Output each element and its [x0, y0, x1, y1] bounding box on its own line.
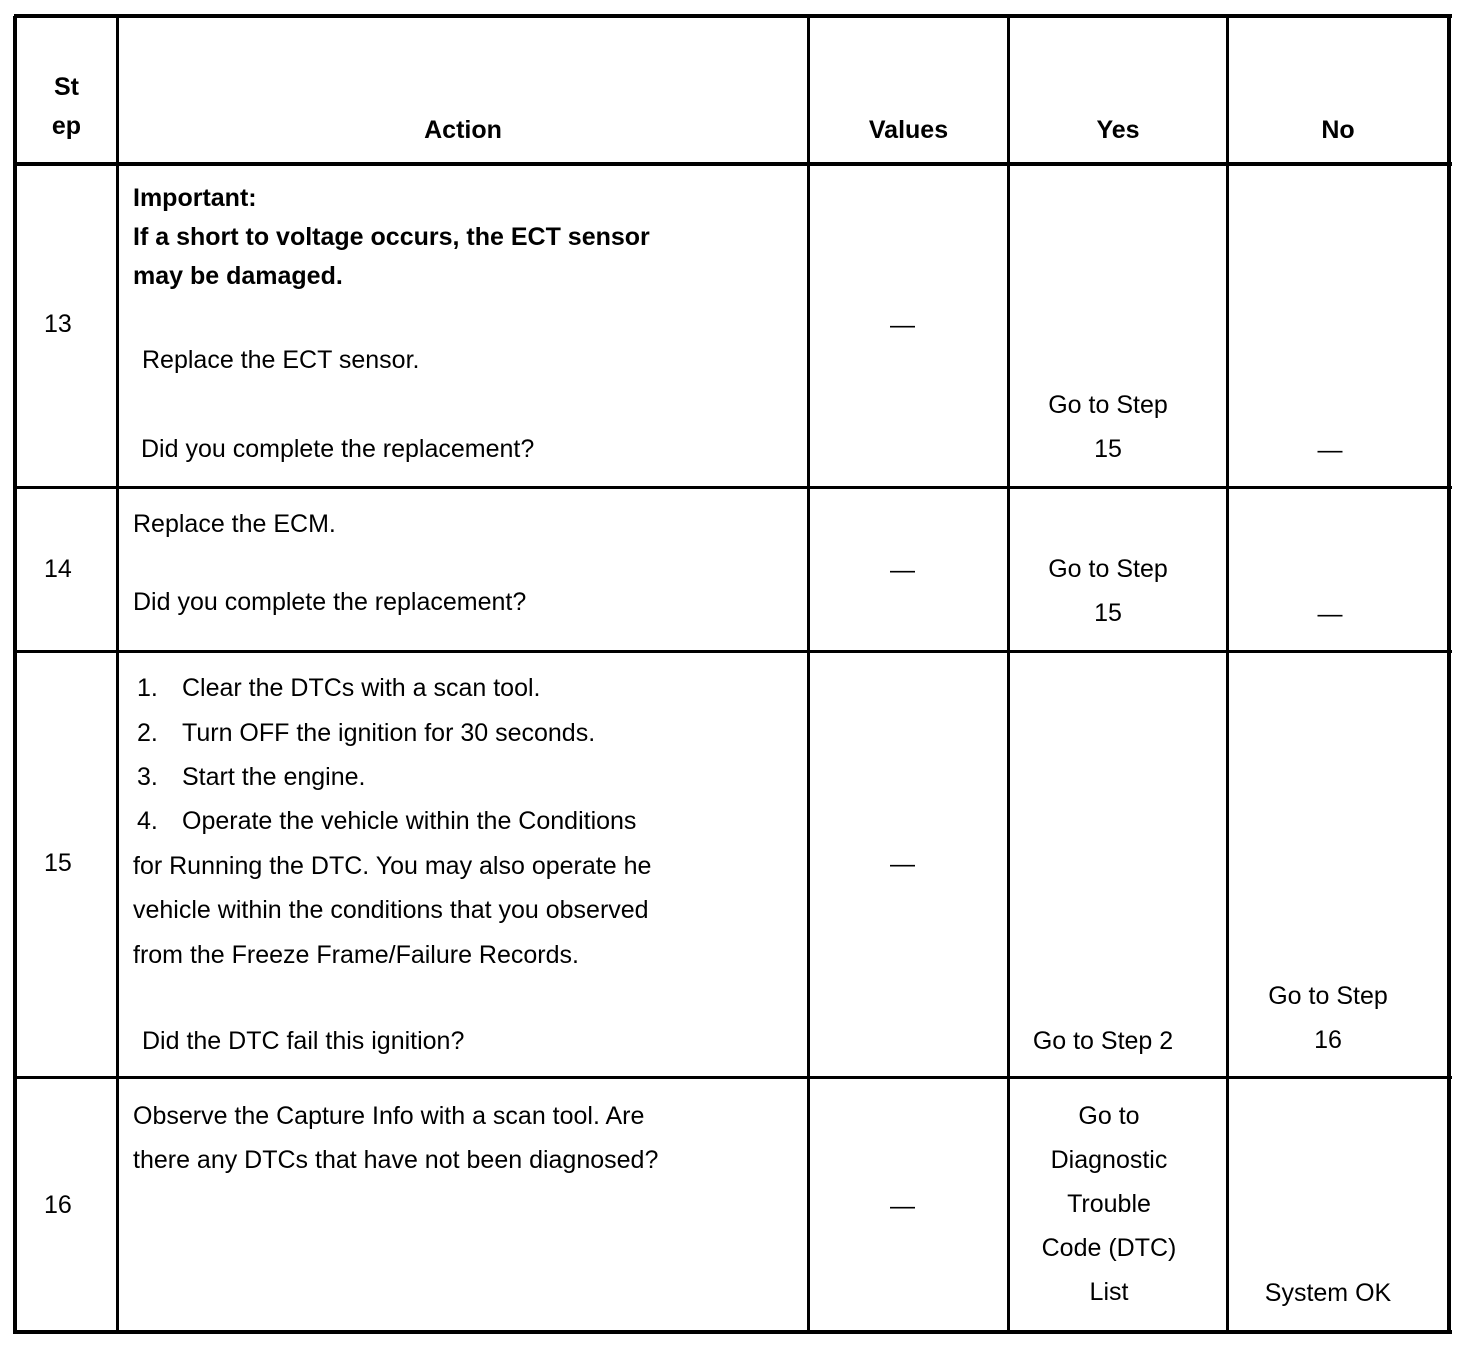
yes-goto-line2: Diagnostic: [1050, 1146, 1168, 1174]
value-dash: —: [890, 311, 915, 339]
action-text: from the Freeze Frame/Failure Records.: [133, 941, 579, 969]
yes-goto-line1: Go to Step: [1048, 555, 1168, 583]
table-border-bottom: [14, 1330, 1452, 1334]
yes-goto: Go to Step 2: [1032, 1027, 1174, 1055]
yes-goto: [1010, 547, 1206, 635]
list-item-text: Operate the vehicle within the Conditions: [182, 807, 637, 835]
question-text: Did you complete the replacement?: [133, 588, 527, 616]
yes-goto-line2: 15: [1094, 599, 1122, 627]
important-label: Important:: [133, 184, 257, 212]
yes-goto-line3: Trouble: [1067, 1190, 1151, 1218]
yes-goto: [1010, 383, 1206, 471]
list-item-text: Clear the DTCs with a scan tool.: [182, 674, 541, 702]
header-step-line1: St: [54, 73, 79, 101]
action-text: Replace the ECM.: [133, 510, 336, 538]
important-note: If a short to voltage occurs, the ECT sensor: [133, 223, 650, 251]
header-divider: [14, 162, 1452, 166]
yes-goto-line1: Go to Step: [1048, 391, 1168, 419]
row-divider: [14, 486, 1452, 489]
no-dash: —: [1317, 436, 1343, 464]
header-values: Values: [868, 116, 949, 144]
action-text: there any DTCs that have not been diagnosed?: [133, 1146, 659, 1174]
column-divider: [807, 16, 810, 1334]
action-text: Observe the Capture Info with a scan tool. Are: [133, 1102, 645, 1130]
no-goto-line1: Go to Step: [1268, 982, 1388, 1010]
step-number: 16: [44, 1191, 72, 1219]
list-item: [137, 799, 158, 843]
list-item: [137, 666, 158, 710]
header-action: Action: [424, 116, 502, 144]
header-step: [17, 68, 116, 146]
step-number: 13: [44, 310, 72, 338]
value-dash: —: [890, 556, 915, 584]
no-goto-line2: 16: [1314, 1026, 1342, 1054]
yes-goto-line4: Code (DTC): [1041, 1234, 1177, 1262]
table-border-top: [14, 14, 1452, 18]
list-item: [137, 755, 158, 799]
column-divider: [116, 16, 119, 1334]
action-text: Replace the ECT sensor.: [142, 346, 420, 374]
header-no: No: [1321, 116, 1355, 144]
no-goto: [1229, 974, 1427, 1062]
important-note: may be damaged.: [133, 262, 343, 290]
header-step-line2: ep: [51, 112, 82, 140]
row-divider: [14, 650, 1452, 653]
question-text: Did the DTC fail this ignition?: [142, 1027, 465, 1055]
table-border-right: [1447, 16, 1451, 1334]
yes-goto-line1: Go to: [1078, 1102, 1140, 1130]
action-text: vehicle within the conditions that you observed: [133, 896, 649, 924]
list-number: 1.: [137, 674, 158, 702]
no-result: System OK: [1264, 1279, 1392, 1307]
no-dash: —: [1317, 600, 1343, 628]
table-border-left: [13, 16, 17, 1334]
list-item: [137, 711, 158, 755]
step-number: 14: [44, 555, 72, 583]
yes-goto-line2: 15: [1094, 435, 1122, 463]
list-item-text: Turn OFF the ignition for 30 seconds.: [182, 719, 596, 747]
value-dash: —: [890, 1192, 915, 1220]
yes-goto: [1010, 1094, 1208, 1314]
row-divider: [14, 1076, 1452, 1079]
question-text: Did you complete the replacement?: [141, 435, 535, 463]
step-number: 15: [44, 849, 72, 877]
value-dash: —: [890, 850, 915, 878]
list-item-text: Start the engine.: [182, 763, 366, 791]
list-number: 4.: [137, 807, 158, 835]
list-number: 2.: [137, 719, 158, 747]
column-divider: [1226, 16, 1229, 1334]
yes-goto-line5: List: [1089, 1278, 1129, 1306]
header-yes: Yes: [1096, 116, 1140, 144]
action-text: for Running the DTC. You may also operate he: [133, 852, 652, 880]
list-number: 3.: [137, 763, 158, 791]
